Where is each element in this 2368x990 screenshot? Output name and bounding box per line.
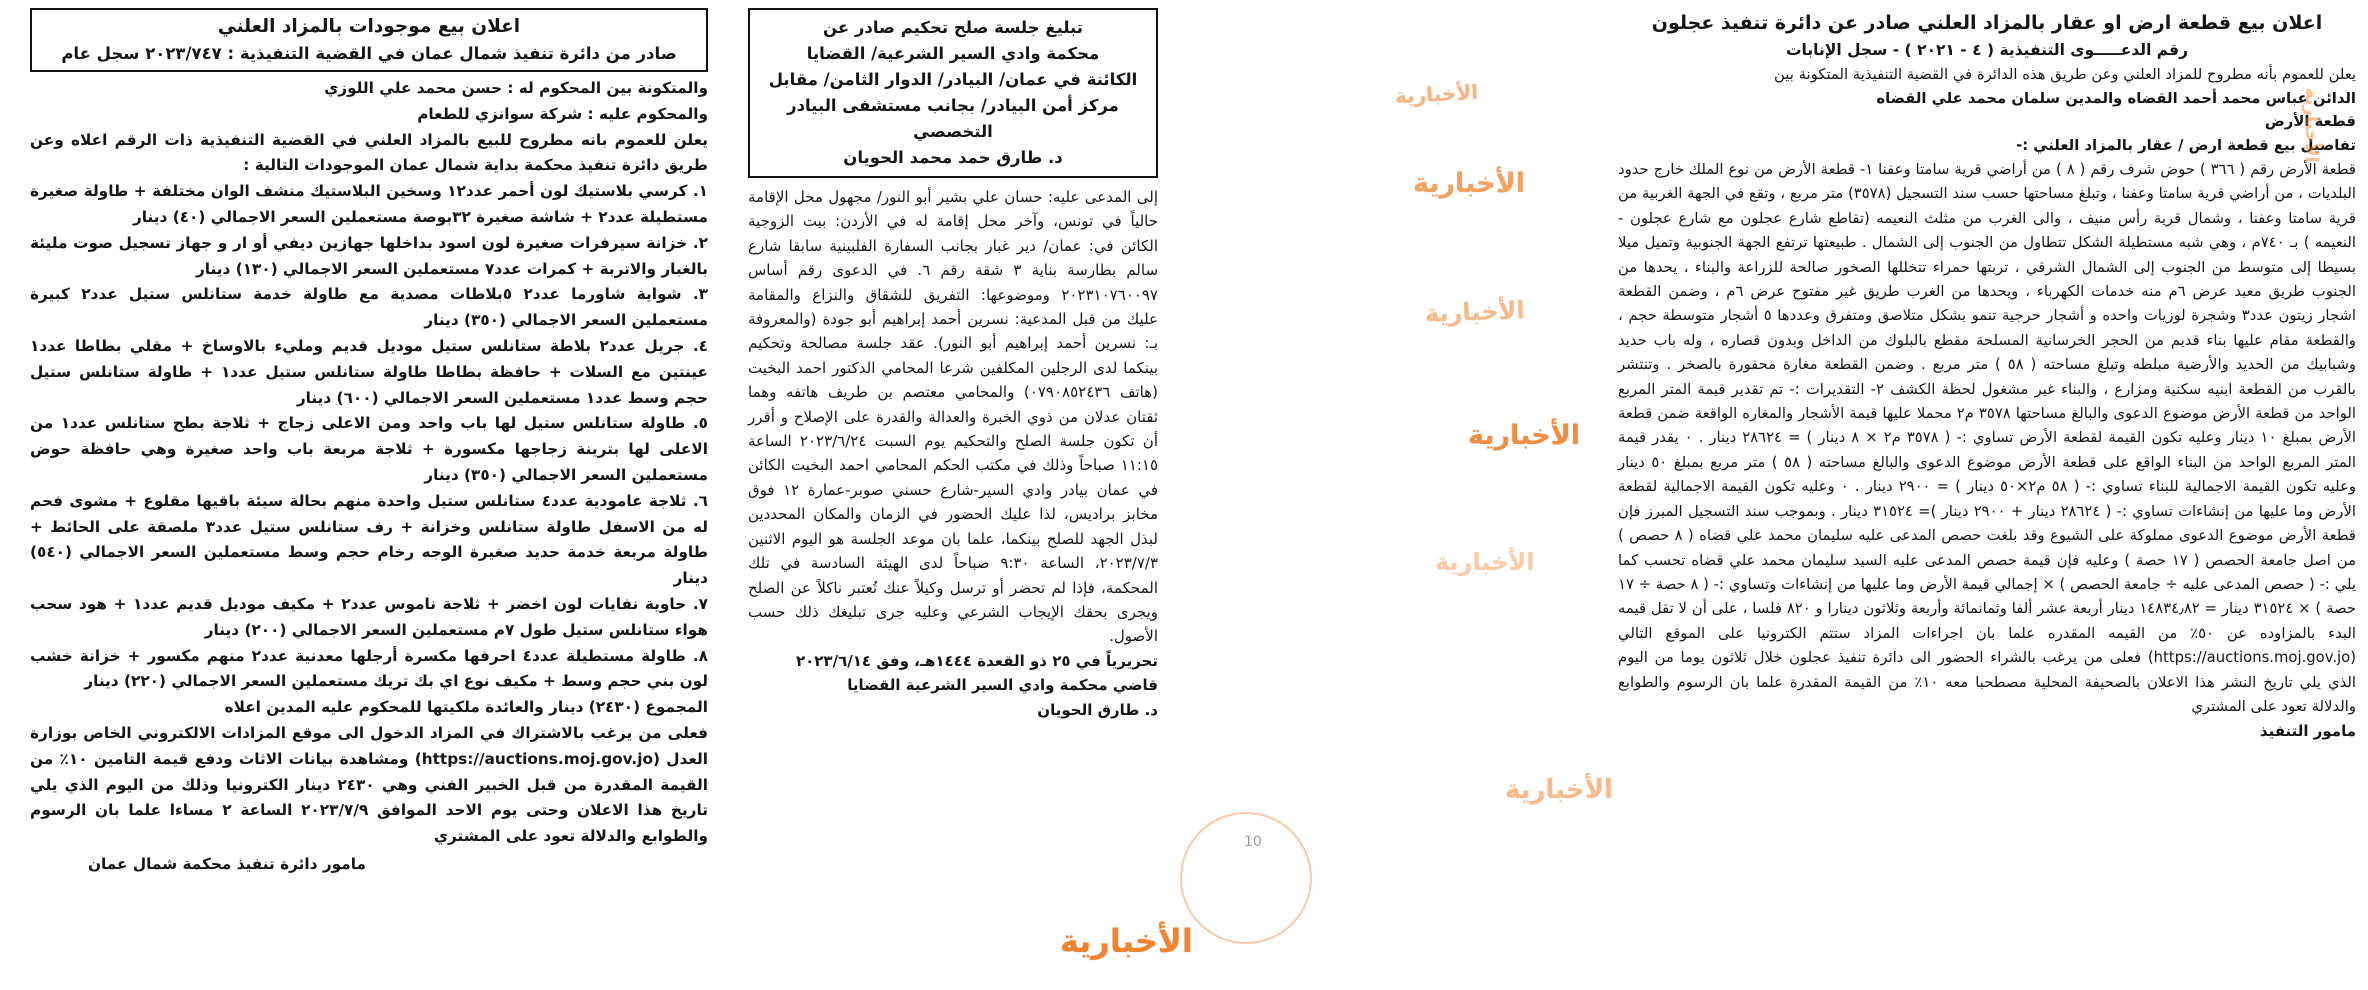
watermark-text: الأخبارية: [1468, 420, 1581, 451]
goods-item-3: ٣. شواية شاورما عدد٢ ٥بلاطات مصدية مع طاولة خدمة ستانلس ستيل عدد٢ كبيرة مستعملين السعر الاجمالي (٣٥٠) دينار: [30, 285, 709, 330]
watermark-text: الأخبارية: [1394, 79, 1479, 109]
watermark-text: الأخبارية: [1505, 775, 1613, 805]
announcement-goods-auction: [30, 8, 708, 878]
watermark-text: الأخبارية: [1435, 548, 1535, 576]
goods-item-6: ٦. ثلاجة عامودية عدد٤ ستانلس ستيل واحدة منهم بحالة سيئة باقيها مقلوع + مشوى فحم له من الاسفل طاولة ستانلس وخزانة + رف ستانلس ستيل عدد٣ ملصقة على الحائط + طاولة مربعة خدمة حديد صغيرة الوجه رخام حجم وسط مستعملين السعر الاجمالي (٥٤٠) دينار: [30, 491, 709, 588]
tahkim-title-line4: مركز أمن البيادر/ بجانب مستشفى البيادر التخصصي: [787, 96, 1119, 141]
land-signature: مامور التنفيذ: [2259, 722, 2356, 741]
goods-item-5: ٥. طاولة ستانلس ستيل لها باب واحد ومن الاعلى زجاج + ثلاجة بطح ستانلس عدد١ من الاعلى لها بترينة زجاجها مكسورة + ثلاجة مربعة باب واحد صغيرة وهي حافظة حوض مستعملين السعر الاجمالي (٣٥٠) دينار: [30, 414, 708, 484]
goods-item-4: ٤. جريل عدد٢ بلاطة ستانلس ستيل موديل قديم ومليء بالاوساخ + مقلي بطاطا عدد١ عينتين مع السلات + حافظة بطاطا طاولة ستانلس ستيل عدد١ + طاولة ستانلس ستيل حجم وسط عدد١ مستعملين السعر الاجمالي (٦٠٠) دينار: [30, 336, 708, 407]
goods-intro: يعلن للعموم بانه مطروح للبيع بالمزاد العلني في القضية التنفيذية ذات الرقم اعلاه وعن طريق دائرة تنفيذ محكمة بداية شمال عمان الموجودات التالية :: [30, 130, 708, 175]
goods-title-box: [30, 8, 708, 72]
tahkim-judge-title: قاضي محكمة وادي السير الشرعية القضايا: [847, 676, 1158, 695]
land-intro-line1: يعلن للعموم بأنه مطروح للمزاد العلني وعن طريق هذه الدائرة في القضية التنفيذية المتكونة بين: [1774, 66, 2356, 83]
goods-title-line2: صادر من دائرة تنفيذ شمال عمان في القضية التنفيذية : ٢٠٢٣/٧٤٧ سجل عام: [61, 44, 677, 63]
tahkim-title-line3: الكائنة في عمان/ البيادر/ الدوار الثامن/ مقابل: [768, 70, 1138, 89]
goods-body: [30, 76, 708, 878]
watermark-text: الأخبارية: [1060, 922, 1193, 960]
creditor-name: حسن محمد علي اللوزي: [324, 79, 502, 97]
land-parties-line: الدائن عباس محمد أحمد القضاه والمدين سلمان محمد علي القضاه: [1876, 89, 2356, 107]
tahkim-judge-name: د. طارق الحويان: [1037, 700, 1158, 719]
goods-closing-paragraph: فعلى من يرغب بالاشتراك في المزاد الدخول الى موقع المزادات الالكتروني الخاص بوزارة العدل (https://auctions.moj.gov.jo) ومشاهدة بيانات الاثاث ودفع قيمة التامين ١٠٪ من القيمة المقدرة من قبل الخبير الفني وهي ٢٤٣٠ دينار الكترونيا وذلك من اليوم الذي يلي تاريخ هذا الاعلان وحتى يوم الاحد الموافق ٢٠٢٣/٧/٩ الساعة ٢ مساءا علما بان الرسوم والطوابع والدلالة تعود على المشتري: [30, 723, 708, 846]
watermark-text: الأخبارية: [2301, 88, 2322, 163]
watermark-text: الأخبارية: [1424, 296, 1526, 328]
goods-signature: مامور دائرة تنفيذ محكمة شمال عمان: [88, 854, 366, 873]
watermark-number: 10: [1244, 834, 1262, 850]
land-body-paragraph: قطعة الأرض رقم ( ٣٦٦ ) حوض شرف رقم ( ٨ ) من أراضي قرية سامتا وعفنا ١- قطعة الأرض من نوع الملك خارج حدود البلديات ، من أراضي قرية سامتا وعفنا ، وتبلغ مساحتها حسب سند التسجيل (٣٥٧٨) متر مربع ، وتقع في الجهة الغربية من قرية سامتا وعفنا ، وشمال قرية رأس منيف ، والى الغرب من مثلث النعيمه (تقاطع شارع عجلون مع شارع عجلون - النعيمه ) بـ ٧٤٠م ، وهي شبه مستطيلة الشكل تتطاول من الجنوب إلى الشمال . طبيعتها ترتفع الجهة الجنوبية وتميل ميلا بسيطا إلى متوسط من الجنوب إلى الشمال الشرقي ، تربتها حمراء تتخللها الصخور صالحة للزراعة والبناء ، يحدها من الجنوب طريق معبد عرض ٦م منه خدمات الكهرباء ، ويحدها من الغرب طريق غير مفتوح عرض ٦م ، وضمن القطعة اشجار زيتون عدد٣ وشجرة لوزيات واحده و أشجار حرجية تنمو بشكل متلاصق ومتفرق وعددها ٥ أشجار متوسطة حجم ، والقطعة مقام عليها بناء قديم من الحجر الخرسانية المسلحة مقطع بالبلوك من الداخل وبدون قصاره ، وله باب حديد وشبابيك من الحديد والأرضية مبلطه وتبلغ مساحته ( ٥٨ ) متر مربع . وضمن القطعة مغارة محفورة بالصخر . وتنتشر بالقرب من القطعة ابنيه سكنية ومزارع ، والبناء غير مشغول لحظة الكشف ٢- التقديرات :- تم تقدير قيمة المتر المربع الواحد من قطعة الأرض موضوع الدعوى والبالغ مساحتها ٣٥٧٨ م٢ محملا عليها قيمة الأشجار والمغاره الواقعة ضمن قطعة الأرض بمبلغ ١٠ دينار وعليه تكون القيمة لقطعة الأرض تساوي :- ( ٣٥٧٨ م٢ × ٨ دينار ) = ٢٨٦٢٤ دينار . ٠ يقدر قيمة المتر المربع الواحد من البناء الواقع على قطعة الأرض موضوع الدعوى والبالغ مساحته ( ٥٨ ) متر مربع بمبلغ ٥٠ دينار وعليه تكون القيمة الاجمالية للبناء تساوي :- ( ٥٨ م٢×٥٠ دينار ) = ٢٩٠٠ دينار . ٠ وعليه تكون القيمة الاجمالية لقطعة الأرض وما عليها من إنشاءات تساوي :- ( ٢٨٦٢٤ دينار + ٢٩٠٠ دينار )= ٣١٥٢٤ دينار . وبموجب سند التسجيل المبرز فإن قطعة الأرض موضوع الدعوى مملوكة على الشيوع وقد بلغت حصص المدعى عليه سليمان محمد علي قضاه ( ٨ حصص ) من اصل جامعة الحصص ( ١٧ حصة ) وعليه فإن قيمة حصص المدعى عليه السيد سليمان محمد علي قضاه تحسب كما يلي :- ( حصص المدعى عليه ÷ جامعة الحصص ) × إجمالي قيمة الأرض وما عليها من إنشاءات وتساوي :- ( ٨ حصة ÷ ١٧ حصة ) × ٣١٥٢٤ دينار = ١٤٨٣٤٫٨٢ دينار أربعة عشر ألفا وثمانمائة وأربعة وثلاثون دينارا و ٨٢٠ فلسا ، على أن لا تقل قيمه البدء بالمزاوده عن ٥٠٪ من القيمه المقدره علما بان اجراءات المزاد ستتم الكترونيا على الموقع التالي (https://auctions.moj.gov.jo) فعلى من يرغب بالشراء الحضور الى دائرة تنفيذ عجلون خلال ثلاثون يوما من اليوم الذي يلي تاريخ النشر هذا الاعلان بالصحيفة المحلية مصطحبا معه ١٠٪ من القيمة المقدرة علما بان الرسوم والطوابع والدلالة تعود على المشتري: [1618, 161, 2357, 715]
goods-creditor-line: [30, 76, 708, 102]
announcement-arbitration-notice: [748, 8, 1158, 722]
goods-item-7: ٧. حاوية نفايات لون اخضر + ثلاجة ناموس عدد٢ + مكيف موديل قديم عدد١ + هود سحب هواء ستانلس ستيل طول ٧م مستعملين السعر الاجمالي (٢٠٠) دينار: [30, 594, 708, 639]
debtor-label: والمحكوم عليه :: [582, 104, 708, 123]
watermark-text: الأخبارية: [1413, 168, 1526, 199]
watermark-circle: [1180, 812, 1312, 944]
tahkim-body-paragraph: إلى المدعى عليه: حسان علي بشير أبو النور/ مجهول محل الإقامة حالياً في تونس، وآخر محل إقامة له في الأردن: بيت الزوجية الكائن في: عمان/ دير غبار بجانب السفارة الفلبينية سابقا شارع سالم بطارسة بناية ٣ شقة رقم ٦. في الدعوى رقم أساس ٢٠٢٣١٠٧٦٠٠٩٧ وموضوعها: التفريق للشقاق والنزاع والمقامة عليك من قبل المدعية: نسرين أحمد إبراهيم أبو جودة (والمعروفة بـ: نسرين أحمد إبراهيم أبو النور). عقد جلسة مصالحة وتحكيم بينكما لدى الرجلين المكلفين شرعا المحامي الدكتور احمد البخيت (هاتف ٠٧٩٠٨٥٢٤٣٦) والمحامي معتصم بن طريف هاتفه وهما ثقتان عدلان من ذوي الخبرة والعدالة والقدرة على الإصلاح و أقرر أن تكون جلسة الصلح والتحكيم يوم السبت ٢٠٢٣/٦/٢٤ الساعة ١١:١٥ صباحاً وذلك في مكتب الحكم المحامي احمد البخيت الكائن في عمان بيادر وادي السير-شارع حسني صوبر-عمارة ١٢ فوق مخابز براديس، لذا عليك الحضور في الزمان والمكان المحددين لبذل الجهد للصلح بينكما، علما بان موعد الجلسة هو اليوم الاثنين ٢٠٢٣/٧/٣، الساعة ٩:٣٠ صباحاً لدى الهيئة السادسة في تلك المحكمة، فإذا لم تحضر أو ترسل وكيلاً عنك تُعتبر ناكلاً عن الصلح ويجرى بحقك الإيجاب الشرعي وعليه جرى تبليغك ذلك حسب الأصول.: [748, 188, 1159, 646]
creditor-label: والمتكونة بين المحكوم له :: [502, 79, 708, 97]
tahkim-date-line: تحريرياً في ٢٥ ذو القعدة ١٤٤٤هـ، وفق ٢٠٢٣/٦/١٤: [795, 651, 1158, 670]
land-details-heading: تفاصيل بيع قطعة ارض / عقار بالمزاد العلني :-: [2016, 136, 2356, 154]
goods-item-2: ٢. خزانة سيرفرات صغيرة لون اسود بداخلها جهازين ديفي أو ار و جهاز تسجيل صوت مليئة بالغبار والاتربة + كمرات عدد٧ مستعملين السعر الاجمالي (١٣٠) دينار: [30, 233, 708, 278]
tahkim-title-line5: د. طارق حمد محمد الحويان: [843, 148, 1063, 167]
goods-total-line: المجموع (٢٤٣٠) دينار والعائدة ملكيتها للمحكوم عليه المدين اعلاه: [224, 698, 708, 717]
goods-item-8: ٨. طاولة مستطيلة عدد٤ احرفها مكسرة أرجلها معدنية عدد٢ منهم مكسور + خزانة خشب لون بني حجم وسط + مكيف نوع اي بك تريك مستعملين السعر الاجمالي (٢٢٠) دينار: [30, 646, 708, 691]
tahkim-title-box: [748, 8, 1158, 178]
goods-debtor-line: [30, 102, 708, 128]
land-subject-line: قطعة الأرض: [2264, 113, 2356, 130]
land-title-line1: اعلان بيع قطعة ارض او عقار بالمزاد العلني صادر عن دائرة تنفيذ عجلون: [1651, 12, 2323, 34]
tahkim-title-line1: تبليغ جلسة صلح تحكيم صادر عن: [823, 18, 1083, 37]
goods-title-line1: اعلان بيع موجودات بالمزاد العلني: [217, 16, 521, 37]
debtor-name: شركة سوانزي للطعام: [417, 104, 583, 123]
tahkim-title-line2: محكمة وادي السير الشرعية/ القضايا: [806, 44, 1100, 63]
goods-item-1: ١. كرسي بلاستيك لون أحمر عدد١٢ وسخين البلاستيك منشف الوان مختلفة + طاولة صغيرة مستطيلة عدد٢ + شاشة صغيرة ٣٢بوصة مستعملين السعر الاجمالي (٤٠) دينار: [30, 182, 708, 226]
land-title-line2: رقم الدعـــــوى التنفيذية ( ٤ - ٢٠٢١ ) - سجل الإنابات: [1785, 41, 2189, 59]
announcement-land-auction: [1618, 8, 2356, 744]
